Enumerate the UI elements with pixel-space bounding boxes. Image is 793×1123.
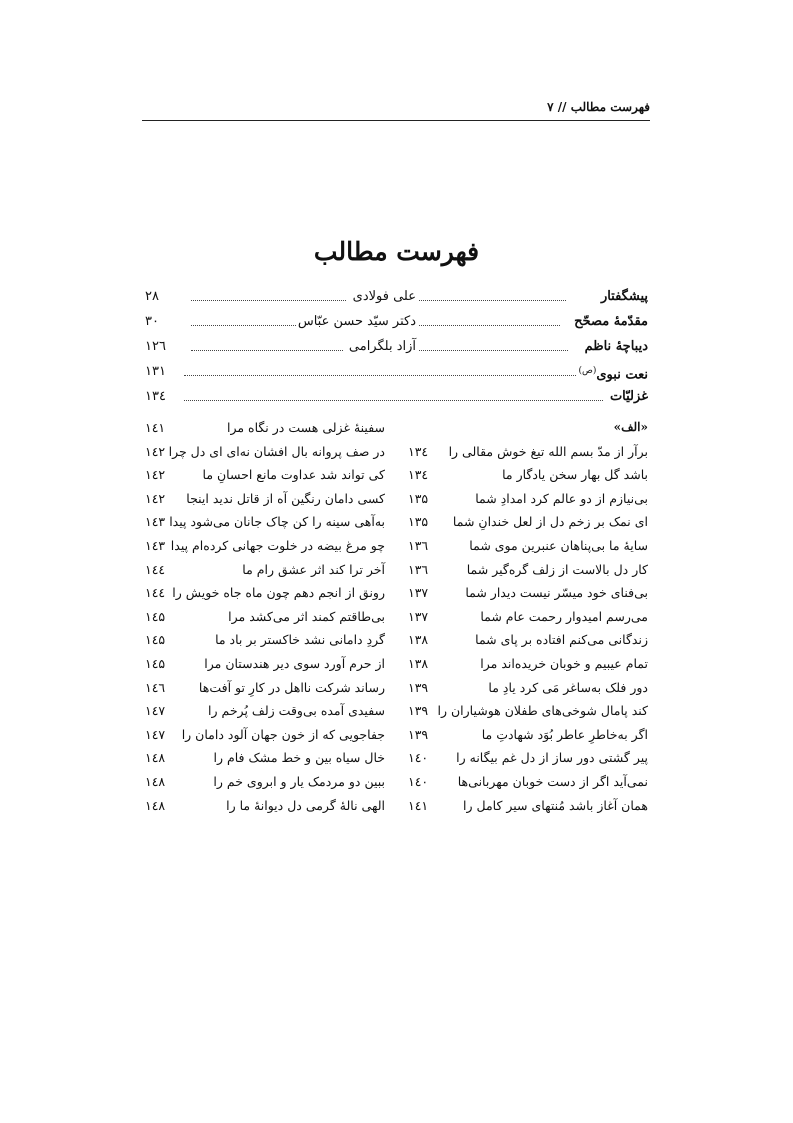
- verse-page: ۱٤۲: [145, 490, 166, 506]
- verse-page: ۱٤۸: [145, 773, 166, 789]
- list-item[interactable]: [145, 510, 385, 534]
- entry-section: دیباچۀ ناظم: [584, 339, 648, 354]
- entry-section: غزلیّات: [609, 389, 648, 404]
- verse-text: الهی نالۀ گرمی دل دیوانۀ ما را: [226, 797, 385, 813]
- toc-entry-preface[interactable]: [145, 284, 648, 309]
- list-item[interactable]: [145, 605, 385, 629]
- entry-author: آزاد بلگرامی: [348, 339, 416, 354]
- verse-text: اگر به‌خاطرِ عاطر بُوَد شهادتِ ما: [481, 726, 648, 742]
- verse-page: ۱۳۷: [408, 608, 429, 624]
- dot-leader: [419, 325, 560, 326]
- verse-text: بی‌نیازم از دو عالم کرد امدادِ شما: [475, 490, 648, 506]
- list-item[interactable]: [145, 723, 385, 747]
- verse-text: از حرم آورد سوی دیر هندستان مرا: [204, 655, 385, 671]
- list-item[interactable]: [408, 463, 648, 487]
- verse-text: گردِ دامانی نشد خاکستر بر باد ما: [215, 632, 385, 648]
- list-item[interactable]: [145, 581, 385, 605]
- list-item[interactable]: [145, 558, 385, 582]
- verse-text: خال سیاه بین و خط مشک فام را: [213, 750, 385, 766]
- verse-text: همان آغاز باشد مُنتهای سیر کامل را: [463, 797, 648, 813]
- alef-heading-row: [408, 416, 648, 440]
- dot-leader: [184, 375, 576, 376]
- toc-entry-editor-intro[interactable]: [145, 309, 648, 334]
- verse-page: ۱۳٦: [408, 537, 429, 553]
- verse-page: ۱۳۷: [408, 585, 429, 601]
- verse-page: ۱۳۸: [408, 632, 429, 648]
- verse-page: ۱٤۷: [145, 726, 166, 742]
- verse-page: ۱٤۲: [145, 467, 166, 483]
- entry-page: ۱۳٤: [145, 389, 166, 404]
- list-item[interactable]: [408, 676, 648, 700]
- entry-page: ۲۸: [145, 289, 159, 304]
- list-item[interactable]: [408, 487, 648, 511]
- running-title: فهرست مطالب // ۷: [547, 100, 650, 114]
- dot-leader: [191, 325, 296, 326]
- list-item[interactable]: [408, 652, 648, 676]
- entry-section: پیشگفتار: [600, 289, 648, 304]
- list-item[interactable]: [145, 652, 385, 676]
- list-item[interactable]: [408, 723, 648, 747]
- toc-entry-prologue[interactable]: [145, 334, 648, 359]
- verse-text: پیر گشتی دور ساز از دل غم بیگانه را: [456, 750, 648, 766]
- verse-page: ۱٤۲: [145, 443, 166, 459]
- verse-text: بی‌فنای خود میسّر نیست دیدار شما: [465, 585, 648, 601]
- list-item[interactable]: [408, 770, 648, 794]
- verse-text: تمام عیبیم و خوبان خریده‌اند مرا: [480, 655, 648, 671]
- verse-page: ۱٤٤: [145, 561, 166, 577]
- dot-leader: [419, 350, 568, 351]
- left-column: [145, 416, 385, 817]
- entry-superscript: (ص): [578, 366, 597, 376]
- list-item[interactable]: [145, 628, 385, 652]
- right-column: [408, 416, 648, 817]
- list-item[interactable]: [145, 416, 385, 440]
- verse-page: ۱۳۵: [408, 514, 429, 530]
- verse-text: سفینۀ غزلی هست در نگاه مرا: [227, 420, 385, 435]
- verse-page: ۱٤۰: [408, 750, 429, 766]
- entry-author: علی فولادی: [352, 289, 416, 304]
- verse-page: ۱۳٤: [408, 467, 429, 483]
- list-item[interactable]: [145, 534, 385, 558]
- verse-page: ۱٤۳: [145, 537, 166, 553]
- list-item[interactable]: [145, 794, 385, 818]
- list-item[interactable]: [408, 534, 648, 558]
- verse-page: ۱٤۳: [145, 514, 166, 530]
- verse-text: سایۀ ما بی‌پناهان عنبرین موی شما: [469, 537, 648, 553]
- verse-page: ۱٤۵: [145, 632, 166, 648]
- entry-author: دکتر سیّد حسن عبّاس: [297, 314, 416, 329]
- verse-text: رونق از انجم دهم چون ماه جاه خویش را: [172, 585, 385, 601]
- verse-text: ای نمک بر زخم دل از لعل خندانِ شما: [452, 514, 648, 530]
- verse-page: ۱٤۱: [408, 797, 429, 813]
- list-item[interactable]: [145, 770, 385, 794]
- verse-page: ۱۳۹: [408, 703, 429, 719]
- section-heading-alef: «الف»: [613, 420, 648, 434]
- verse-page: ۱٤۵: [145, 655, 166, 671]
- verse-text: آخر ترا کند اثر عشق رام ما: [242, 561, 385, 577]
- list-item[interactable]: [145, 463, 385, 487]
- verse-text: می‌رسم امیدوار رحمت عام شما: [480, 608, 648, 624]
- verse-page: ۱٤۰: [408, 773, 429, 789]
- verse-text: بی‌طاقتم کمند اثر می‌کشد مرا: [228, 608, 385, 624]
- dot-leader: [191, 300, 346, 301]
- verse-text: سفیدی آمده بی‌وقت زلف پُرخم را: [208, 703, 385, 719]
- verse-text: به‌آهی سینه را کن چاک جانان می‌شود پیدا: [169, 514, 385, 530]
- entry-page: ۱۲٦: [145, 339, 166, 354]
- list-item[interactable]: [145, 487, 385, 511]
- dot-leader: [191, 350, 343, 351]
- verse-page: ۱٤٦: [145, 679, 166, 695]
- list-item[interactable]: [408, 746, 648, 770]
- list-item[interactable]: [408, 510, 648, 534]
- verse-text: جفاجویی که از خون جهان آلود دامان را: [181, 726, 385, 742]
- page-title: فهرست مطالب: [313, 237, 480, 266]
- list-item[interactable]: [408, 628, 648, 652]
- verse-page: ۱٤۸: [145, 750, 166, 766]
- verse-page: ۱٤۱: [145, 420, 166, 435]
- toc-entry-ghazals[interactable]: [145, 384, 648, 409]
- entry-section: مقدّمۀ مصحّح: [574, 314, 648, 329]
- verse-text: باشد گل بهار سخن یادگار ما: [502, 467, 648, 483]
- list-item[interactable]: [145, 676, 385, 700]
- verse-page: ۱۳٤: [408, 443, 429, 459]
- toc-entry-naat[interactable]: [145, 359, 648, 384]
- entry-page: ۳۰: [145, 314, 159, 329]
- verse-page: ۱٤۵: [145, 608, 166, 624]
- dot-leader: [419, 300, 566, 301]
- verse-page: ۱٤۸: [145, 797, 166, 813]
- verse-text: در صف پروانه بال افشان نه‌ای ای دل چرا: [168, 443, 385, 459]
- list-item[interactable]: [145, 440, 385, 464]
- list-item[interactable]: [408, 440, 648, 464]
- verse-page: ۱٤۷: [145, 703, 166, 719]
- main-entries: [145, 284, 648, 409]
- list-item[interactable]: [408, 605, 648, 629]
- list-item[interactable]: [408, 558, 648, 582]
- list-item[interactable]: [408, 699, 648, 723]
- verse-page: ۱٤٤: [145, 585, 166, 601]
- list-item[interactable]: [145, 746, 385, 770]
- verse-text: نمی‌آید اگر از دست خوبان مهربانی‌ها: [457, 773, 648, 789]
- verse-text: چو مرغ بیضه در خلوت جهانی کرده‌ام پیدا: [170, 537, 385, 553]
- verse-text: ببین دو مردمک یار و ابروی خم را: [213, 773, 385, 789]
- running-header: [142, 98, 650, 121]
- verse-text: کسی دامان رنگین آه از قاتل ندید اینجا: [186, 490, 385, 506]
- entry-section-text: نعت نبوی: [596, 367, 648, 383]
- verse-page: ۱۳۹: [408, 726, 429, 742]
- verse-page: ۱۳۸: [408, 655, 429, 671]
- verse-page: ۱۳٦: [408, 561, 429, 577]
- entry-page: ۱۳۱: [145, 364, 166, 379]
- dot-leader: [184, 400, 603, 401]
- verse-text: زندگانی می‌کنم افتاده بر پای شما: [475, 632, 648, 648]
- list-item[interactable]: [145, 699, 385, 723]
- verse-page: ۱۳۹: [408, 679, 429, 695]
- verse-text: کی تواند شد عداوت مانع احسانِ ما: [202, 467, 385, 483]
- verse-text: دور فلک به‌ساغر مَی کرد یادِ ما: [488, 679, 648, 695]
- list-item[interactable]: [408, 794, 648, 818]
- ghazal-index: [145, 416, 648, 836]
- list-item[interactable]: [408, 581, 648, 605]
- verse-text: رساند شرکت نااهل در کارِ تو آفت‌ها: [198, 679, 385, 695]
- verse-page: ۱۳۵: [408, 490, 429, 506]
- verse-text: کار دل بالاست از زلف گره‌گیر شما: [466, 561, 648, 577]
- verse-text: برآر از مدّ بسم الله تیغ خوش مقالی را: [448, 443, 648, 459]
- verse-text: کند پامال شوخی‌های طفلان هوشیاران را: [437, 703, 648, 719]
